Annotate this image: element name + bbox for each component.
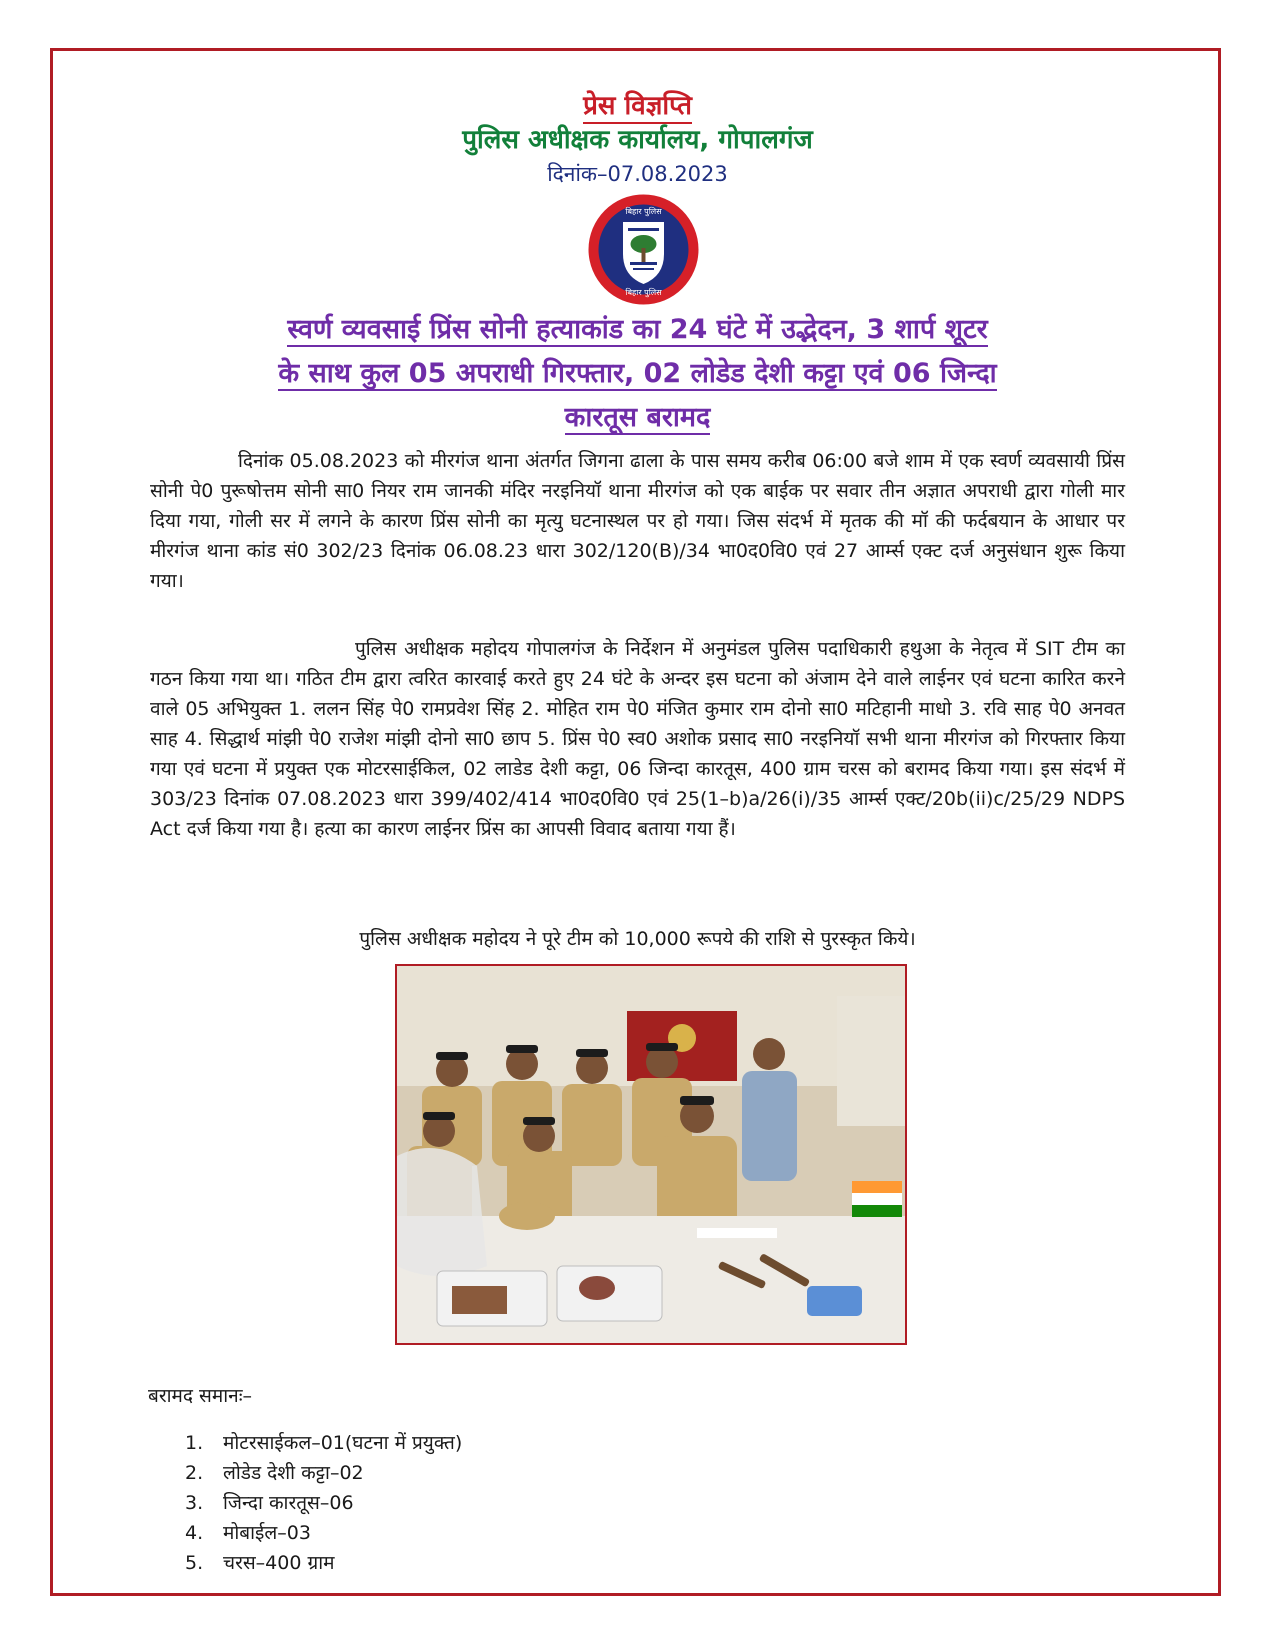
svg-text:बिहार पुलिस: बिहार पुलिस xyxy=(625,288,662,297)
list-item: 1. मोटरसाईकल–01(घटना में प्रयुक्त) xyxy=(185,1432,463,1454)
list-item: 2. लोडेड देशी कट्टा–02 xyxy=(185,1462,364,1484)
paragraph-incident: दिनांक 05.08.2023 को मीरगंज थाना अंतर्गत जिगना ढाला के पास समय करीब 06:00 बजे शाम में एक स्वर्ण व्यवसायी प्रिंस सोनी पे0 पुरूषोत्तम सोनी सा0 नियर राम जानकी मंदिर नरइनियॉ थाना मीरगंज को एक बाईक पर सवार तीन अज्ञात अपराधी द्वारा गोली मार दिया गया, गोली सर में लगने के कारण प्रिंस सोनी का मृत्यु घटनास्थल पर हो गया। जिस संदर्भ में मृतक की मॉ की फर्दबयान के आधार पर मीरगंज थाना कांड सं0 302/23 दिनांक 06.08.23 धारा 302/120(B)/34 भा0द0वि0 एवं 27 आर्म्स एक्ट दर्ज अनुसंधान शुरू किया गया। xyxy=(150,450,1125,592)
headline-line-2: के साथ कुल 05 अपराधी गिरफ्तार, 02 लोडेड देशी कट्टा एवं 06 जिन्दा xyxy=(278,358,997,389)
press-release-title: प्रेस विज्ञप्ति xyxy=(0,86,1275,122)
bihar-police-logo xyxy=(586,192,701,307)
recovered-items-label: बरामद समानः– xyxy=(148,1385,253,1407)
list-item: 5. चरस–400 ग्राम xyxy=(185,1552,335,1574)
paragraph-reward: पुलिस अधीक्षक महोदय ने पूरे टीम को 10,000 रूपये की राशि से पुरस्कृत किये। xyxy=(359,928,916,950)
list-item: 3. जिन्दा कारतूस–06 xyxy=(185,1492,354,1514)
press-conference-photo xyxy=(395,964,907,1345)
list-item: 4. मोबाईल–03 xyxy=(185,1522,311,1544)
office-title: पुलिस अधीक्षक कार्यालय, गोपालगंज xyxy=(462,125,813,155)
headline xyxy=(150,308,1125,440)
paragraph-arrest: पुलिस अधीक्षक महोदय गोपालगंज के निर्देशन में अनुमंडल पुलिस पदाधिकारी हथुआ के नेतृत्व में SIT टीम का गठन किया गया था। गठित टीम द्वारा त्वरित कारवाई करते हुए 24 घंटे के अन्दर इस घटना को अंजाम देने वाले लाईनर एवं घटना कारित करने वाले 05 अभियुक्त 1. ललन सिंह पे0 रामप्रवेश सिंह 2. मोहित राम पे0 मंजित कुमार राम दोनो सा0 मटिहानी माधो 3. रवि साह पे0 अनवत साह 4. सिद्धार्थ मांझी पे0 राजेश मांझी दोनो सा0 छाप 5. प्रिंस पे0 स्व0 अशोक प्रसाद सा0 नरइनियॉ सभी थाना मीरगंज को गिरफ्तार किया गया एवं घटना में प्रयुक्त एक मोटरसाईकिल, 02 लाडेड देशी कट्टा, 06 जिन्दा कारतूस, 400 ग्राम चरस को बरामद किया गया। इस संदर्भ में 303/23 दिनांक 07.08.2023 धारा 399/402/414 भा0द0वि0 एवं 25(1–b)a/26(i)/35 आर्म्स एक्ट/20b(ii)c/25/29 NDPS Act दर्ज किया गया है। हत्या का कारण लाईनर प्रिंस का आपसी विवाद बताया गया हैं। xyxy=(150,638,1125,840)
release-date: दिनांक–07.08.2023 xyxy=(547,162,728,186)
headline-line-1: स्वर्ण व्यवसाई प्रिंस सोनी हत्याकांड का 24 घंटे में उद्भेदन, 3 शार्प शूटर xyxy=(287,314,988,345)
svg-text:बिहार पुलिस: बिहार पुलिस xyxy=(625,207,662,216)
recovered-items-list xyxy=(185,1428,462,1578)
headline-line-3: कारतूस बरामद xyxy=(564,402,711,433)
